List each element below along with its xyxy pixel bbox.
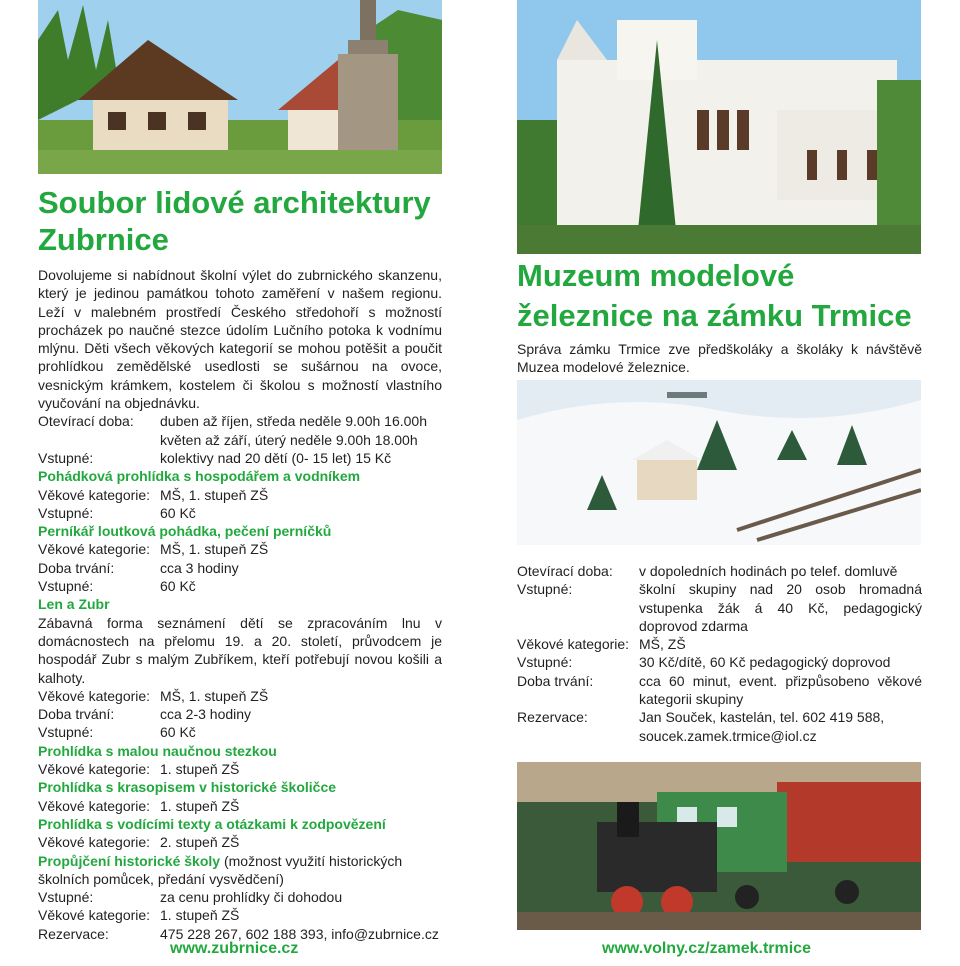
zubrnice-url-link[interactable]: www.zubrnice.cz	[170, 940, 299, 957]
program-1-title: Pohádková prohlídka s hospodářem a vodníkem	[38, 468, 361, 485]
program-6-title: Prohlídka s vodícími texty a otázkami k zodpovězení	[38, 815, 386, 832]
program-3-desc: Zábavná forma seznámení dětí se zpracováním lnu v domácnostech na přelomu 19. a 20. století, průvodcem je hospodář Zubr s malým Zubříkem, kteří potřebují novou košili a kalhoty.	[38, 614, 442, 686]
zubrnice-intro: Dovolujeme si nabídnout školní výlet do zubrnického skanzenu, který je jedinou památkou tohoto zaměření v našem regionu. Leží v malebném prostředí Českého středohoří s možností procházek po naučné stezce údolím Lučního potoka k vodnímu mlýnu. Děti všech věkových kategorií se mohou potěšit a poučit prohlídkou zemědělské usedlosti se sušárnou na ovoce, vesnickým krámkem, kostelem či školou s možností vlastního vyučování na objednávku.	[38, 267, 442, 412]
winter-railway-model-photo	[517, 380, 921, 545]
program-2-title: Perníkář loutková pohádka, pečení perníčků	[38, 523, 332, 540]
zubrnice-title	[38, 184, 458, 258]
trmice-title	[517, 256, 937, 336]
program-5-title: Prohlídka s krasopisem v historické školičce	[38, 779, 337, 796]
title-line-2: železnice na zámku Trmice	[517, 298, 912, 333]
title-line-1: Soubor lidové architektury	[38, 185, 431, 220]
program-3-title: Len a Zubr	[38, 596, 110, 613]
model-train-photo	[517, 762, 921, 930]
reservation-contact[interactable]: 475 228 267, 602 188 393, info@zubrnice.cz	[160, 925, 439, 942]
program-4-title: Prohlídka s malou naučnou stezkou	[38, 742, 277, 759]
title-line-1: Muzeum modelové	[517, 258, 795, 293]
trmice-intro-block	[517, 340, 922, 377]
trmice-info: Otevírací doba: v dopoledních hodinách po telef. domluvě Vstupné: školní skupiny nad 20 osob hromadná vstupenka žák á 40 Kč, pedagogický doprovod zdarma Věkové kategorie: MŠ, ZŠ Vstupné: 30 Kč/dítě, 60 Kč pedagogický doprovod Doba trvání: cca 60 minut, event. přizpůsobeno věkové kategorii skupiny Rezervace: Jan Souček, kastelán, tel. 602 419 588, soucek.zamek.trmice@iol.cz	[517, 563, 922, 744]
entry-row: Vstupné: kolektivy nad 20 dětí (0- 15 let) 15 Kč	[38, 449, 392, 466]
title-line-2: Zubrnice	[38, 222, 169, 257]
program-7: Propůjčení historické školy (možnost využití historických školních pomůcek, předání vysvědčení)	[38, 852, 403, 887]
reservation-row: Rezervace: 475 228 267, 602 188 393, info@zubrnice.cz	[38, 925, 442, 943]
trmice-url-link[interactable]: www.volny.cz/zamek.trmice	[602, 940, 811, 957]
zubrnice-section: Dovolujeme si nabídnout školní výlet do zubrnického skanzenu, který je jedinou památkou tohoto zaměření v našem regionu. Leží v malebném prostředí Českého středohoří s možností procházek po naučné stezce údolím Lučního potoka k vodnímu mlýnu. Děti všech věkových kategorií se mohou potěšit a poučit prohlídkou zemědělské usedlosti se sušárnou na ovoce, vesnickým krámkem, kostelem či školou s možností vlastního vyučování na objednávku. Otevírací doba: duben až říjen, středa neděle 9.00h 16.00h květen až září, úterý neděle 9.00h 18.00h Vstupné: kolektivy nad 20 dětí (0- 15 let) 15 Kč Pohádková prohlídka s hospodářem a vodníkem Věkové kategorie: MŠ, 1. stupeň ZŠ Vstupné: 60 Kč Perníkář loutková pohádka, pečení perníčků Věkové kategorie: MŠ, 1. stupeň ZŠ Doba trvání: cca 3 hodiny Vstupné: 60 Kč Len a Zubr Zábavná forma seznámení dětí se zpracováním lnu v domácnostech na přelomu 19. a 20. století, průvodcem je hospodář Zubr s malým Zubříkem, kteří potřebují novou košili a kalhoty. Věkové kategorie: MŠ, 1. stupeň ZŠ Doba trvání: cca 2-3 hodiny Vstupné: 60 Kč Prohlídka s malou naučnou stezkou Věkové kategorie: 1. stupeň ZŠ Prohlídka s krasopisem v historické školičce Věkové kategorie: 1. stupeň ZŠ Prohlídka s vodícími texty a otázkami k zodpovězení Věkové kategorie: 2. stupeň ZŠ Propůjčení historické školy (možnost využití historických školních pomůcek, předání vysvědčení) Vstupné: za cenu prohlídky či dohodou Věkové kategorie: 1. stupeň ZŠ Rezervace: 475 228 267, 602 188 393, info@zubrnice.cz	[38, 267, 442, 942]
zubrnice-village-photo	[38, 0, 442, 174]
trmice-intro: Správa zámku Trmice zve předškoláky a školáky k návštěvě Muzea modelové železnice.	[517, 341, 922, 376]
trmice-chateau-photo	[517, 0, 921, 254]
opening-row: Otevírací doba: duben až říjen, středa neděle 9.00h 16.00h květen až září, úterý neděle 9.00h 18.00h	[38, 413, 427, 448]
trmice-email[interactable]: soucek.zamek.trmice@iol.cz	[639, 727, 817, 744]
